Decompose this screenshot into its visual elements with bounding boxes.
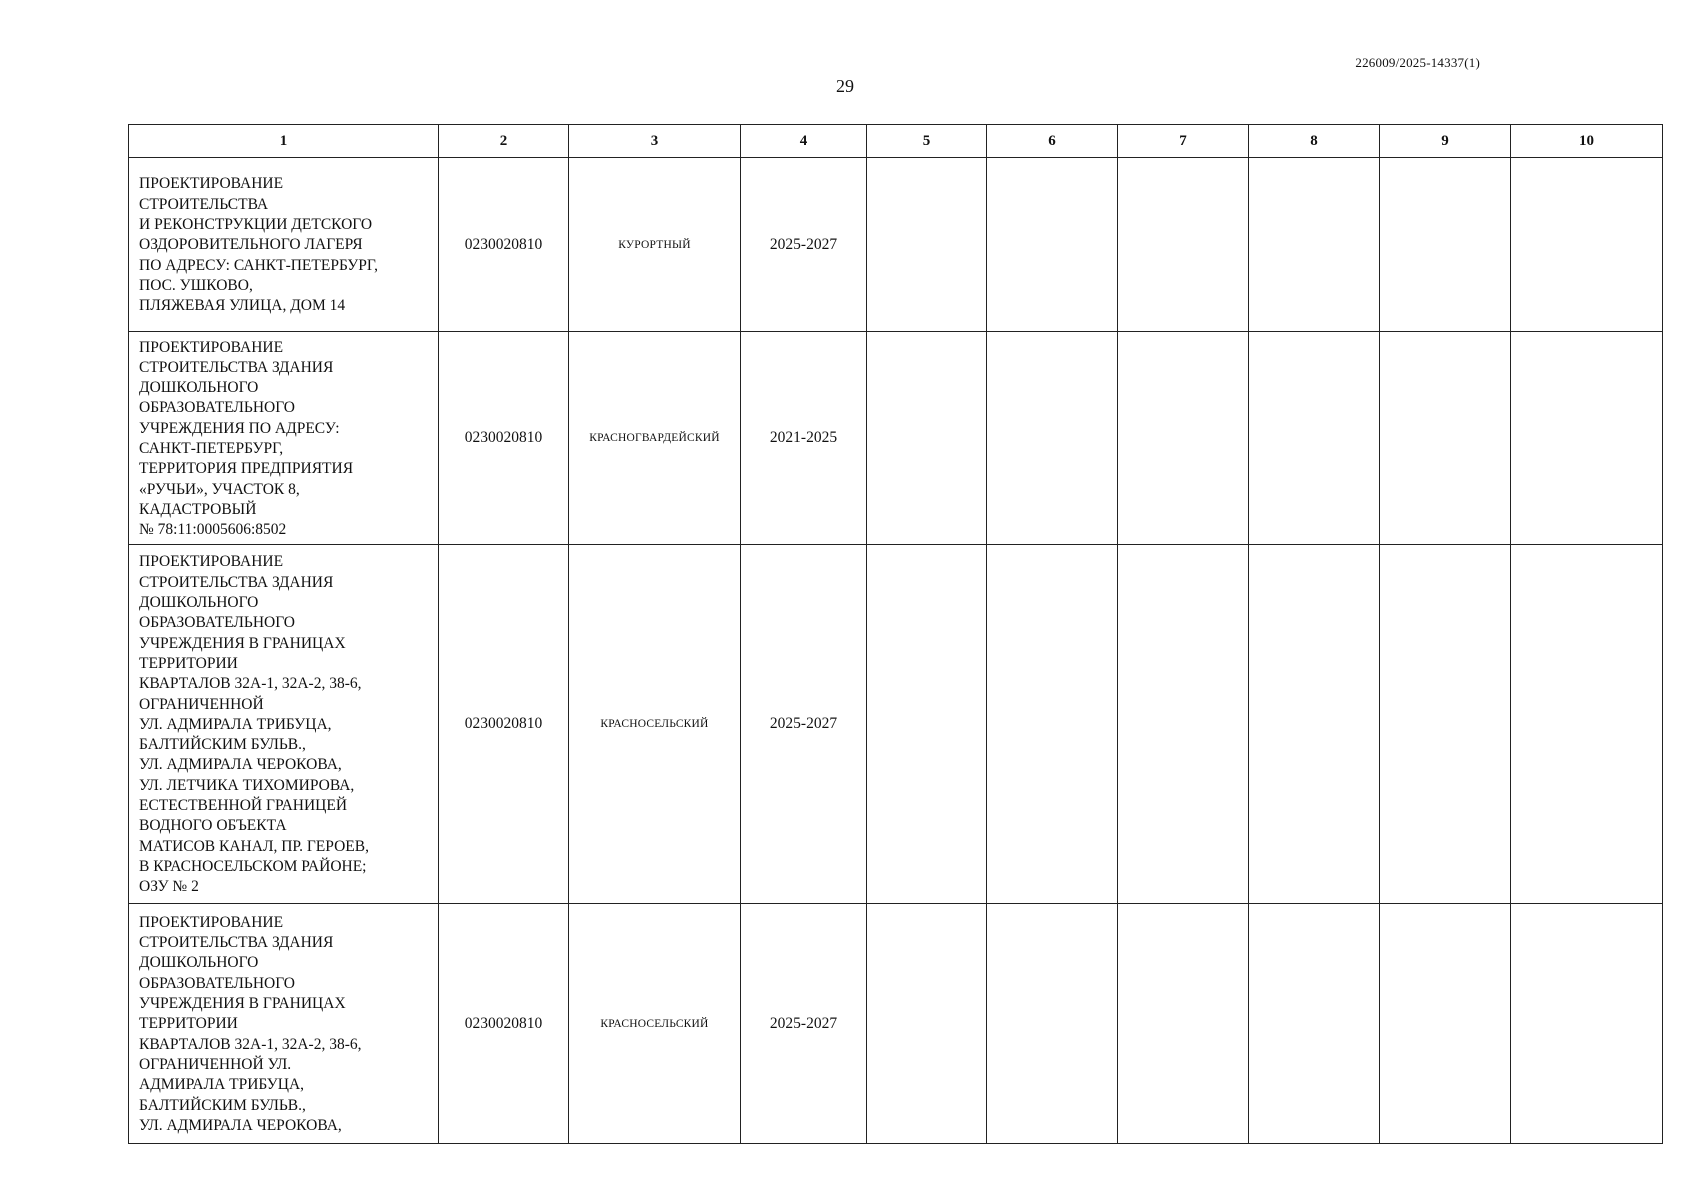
table-row xyxy=(129,332,1663,545)
column-header-9: 9 xyxy=(1380,125,1511,158)
period-cell: 2025-2027 xyxy=(741,904,867,1144)
column-header-4: 4 xyxy=(741,125,867,158)
district-cell: КУРОРТНЫЙ xyxy=(569,158,741,332)
period-cell: 2021-2025 xyxy=(741,332,867,545)
column-header-10: 10 xyxy=(1511,125,1663,158)
empty-cell xyxy=(987,158,1118,332)
district-cell: КРАСНОСЕЛЬСКИЙ xyxy=(569,904,741,1144)
data-table xyxy=(128,124,1663,1144)
empty-cell xyxy=(1118,545,1249,904)
empty-cell xyxy=(1249,332,1380,545)
document-number: 226009/2025-14337(1) xyxy=(1355,55,1480,70)
district-cell: КРАСНОСЕЛЬСКИЙ xyxy=(569,545,741,904)
page-number: 29 xyxy=(836,76,854,96)
table-row xyxy=(129,545,1663,904)
empty-cell xyxy=(1380,332,1511,545)
column-header-5: 5 xyxy=(867,125,987,158)
empty-cell xyxy=(867,158,987,332)
empty-cell xyxy=(867,904,987,1144)
project-name-cell: ПРОЕКТИРОВАНИЕ СТРОИТЕЛЬСТВА И РЕКОНСТРУКЦИИ ДЕТСКОГО ОЗДОРОВИТЕЛЬНОГО ЛАГЕРЯ ПО АДРЕСУ: САНКТ-ПЕТЕРБУРГ, ПОС. УШКОВО, ПЛЯЖЕВАЯ УЛИЦА, ДОМ 14 xyxy=(129,158,439,332)
budget-code-cell: 0230020810 xyxy=(439,332,569,545)
empty-cell xyxy=(1118,332,1249,545)
empty-cell xyxy=(1511,158,1663,332)
column-header-6: 6 xyxy=(987,125,1118,158)
table-body xyxy=(129,158,1663,1144)
empty-cell xyxy=(1380,158,1511,332)
empty-cell xyxy=(1249,158,1380,332)
empty-cell xyxy=(1511,332,1663,545)
empty-cell xyxy=(1249,904,1380,1144)
column-header-7: 7 xyxy=(1118,125,1249,158)
empty-cell xyxy=(1380,545,1511,904)
period-cell: 2025-2027 xyxy=(741,158,867,332)
empty-cell xyxy=(1118,158,1249,332)
table-header xyxy=(129,125,1663,158)
column-header-3: 3 xyxy=(569,125,741,158)
empty-cell xyxy=(987,545,1118,904)
project-name-cell: ПРОЕКТИРОВАНИЕ СТРОИТЕЛЬСТВА ЗДАНИЯ ДОШКОЛЬНОГО ОБРАЗОВАТЕЛЬНОГО УЧРЕЖДЕНИЯ В ГРАНИЦАХ ТЕРРИТОРИИ КВАРТАЛОВ 32А-1, 32А-2, 38-6, ОГРАНИЧЕННОЙ УЛ. АДМИРАЛА ТРИБУЦА, БАЛТИЙСКИМ БУЛЬВ., УЛ. АДМИРАЛА ЧЕРОКОВА, xyxy=(129,904,439,1144)
empty-cell xyxy=(1249,545,1380,904)
project-name-cell: ПРОЕКТИРОВАНИЕ СТРОИТЕЛЬСТВА ЗДАНИЯ ДОШКОЛЬНОГО ОБРАЗОВАТЕЛЬНОГО УЧРЕЖДЕНИЯ В ГРАНИЦАХ ТЕРРИТОРИИ КВАРТАЛОВ 32А-1, 32А-2, 38-6, ОГРАНИЧЕННОЙ УЛ. АДМИРАЛА ТРИБУЦА, БАЛТИЙСКИМ БУЛЬВ., УЛ. АДМИРАЛА ЧЕРОКОВА, УЛ. ЛЕТЧИКА ТИХОМИРОВА, ЕСТЕСТВЕННОЙ ГРАНИЦЕЙ ВОДНОГО ОБЪЕКТА МАТИСОВ КАНАЛ, ПР. ГЕРОЕВ, В КРАСНОСЕЛЬСКОМ РАЙОНЕ; ОЗУ № 2 xyxy=(129,545,439,904)
column-header-1: 1 xyxy=(129,125,439,158)
column-header-8: 8 xyxy=(1249,125,1380,158)
table-row xyxy=(129,158,1663,332)
empty-cell xyxy=(1511,904,1663,1144)
period-cell: 2025-2027 xyxy=(741,545,867,904)
budget-code-cell: 0230020810 xyxy=(439,545,569,904)
budget-code-cell: 0230020810 xyxy=(439,904,569,1144)
table-row xyxy=(129,904,1663,1144)
column-header-2: 2 xyxy=(439,125,569,158)
empty-cell xyxy=(1380,904,1511,1144)
district-cell: КРАСНОГВАРДЕЙСКИЙ xyxy=(569,332,741,545)
header-row xyxy=(129,125,1663,158)
empty-cell xyxy=(1511,545,1663,904)
empty-cell xyxy=(867,332,987,545)
project-name-cell: ПРОЕКТИРОВАНИЕ СТРОИТЕЛЬСТВА ЗДАНИЯ ДОШКОЛЬНОГО ОБРАЗОВАТЕЛЬНОГО УЧРЕЖДЕНИЯ ПО АДРЕСУ: САНКТ-ПЕТЕРБУРГ, ТЕРРИТОРИЯ ПРЕДПРИЯТИЯ «РУЧЬИ», УЧАСТОК 8, КАДАСТРОВЫЙ № 78:11:0005606:8502 xyxy=(129,332,439,545)
budget-code-cell: 0230020810 xyxy=(439,158,569,332)
empty-cell xyxy=(987,904,1118,1144)
empty-cell xyxy=(1118,904,1249,1144)
empty-cell xyxy=(867,545,987,904)
empty-cell xyxy=(987,332,1118,545)
